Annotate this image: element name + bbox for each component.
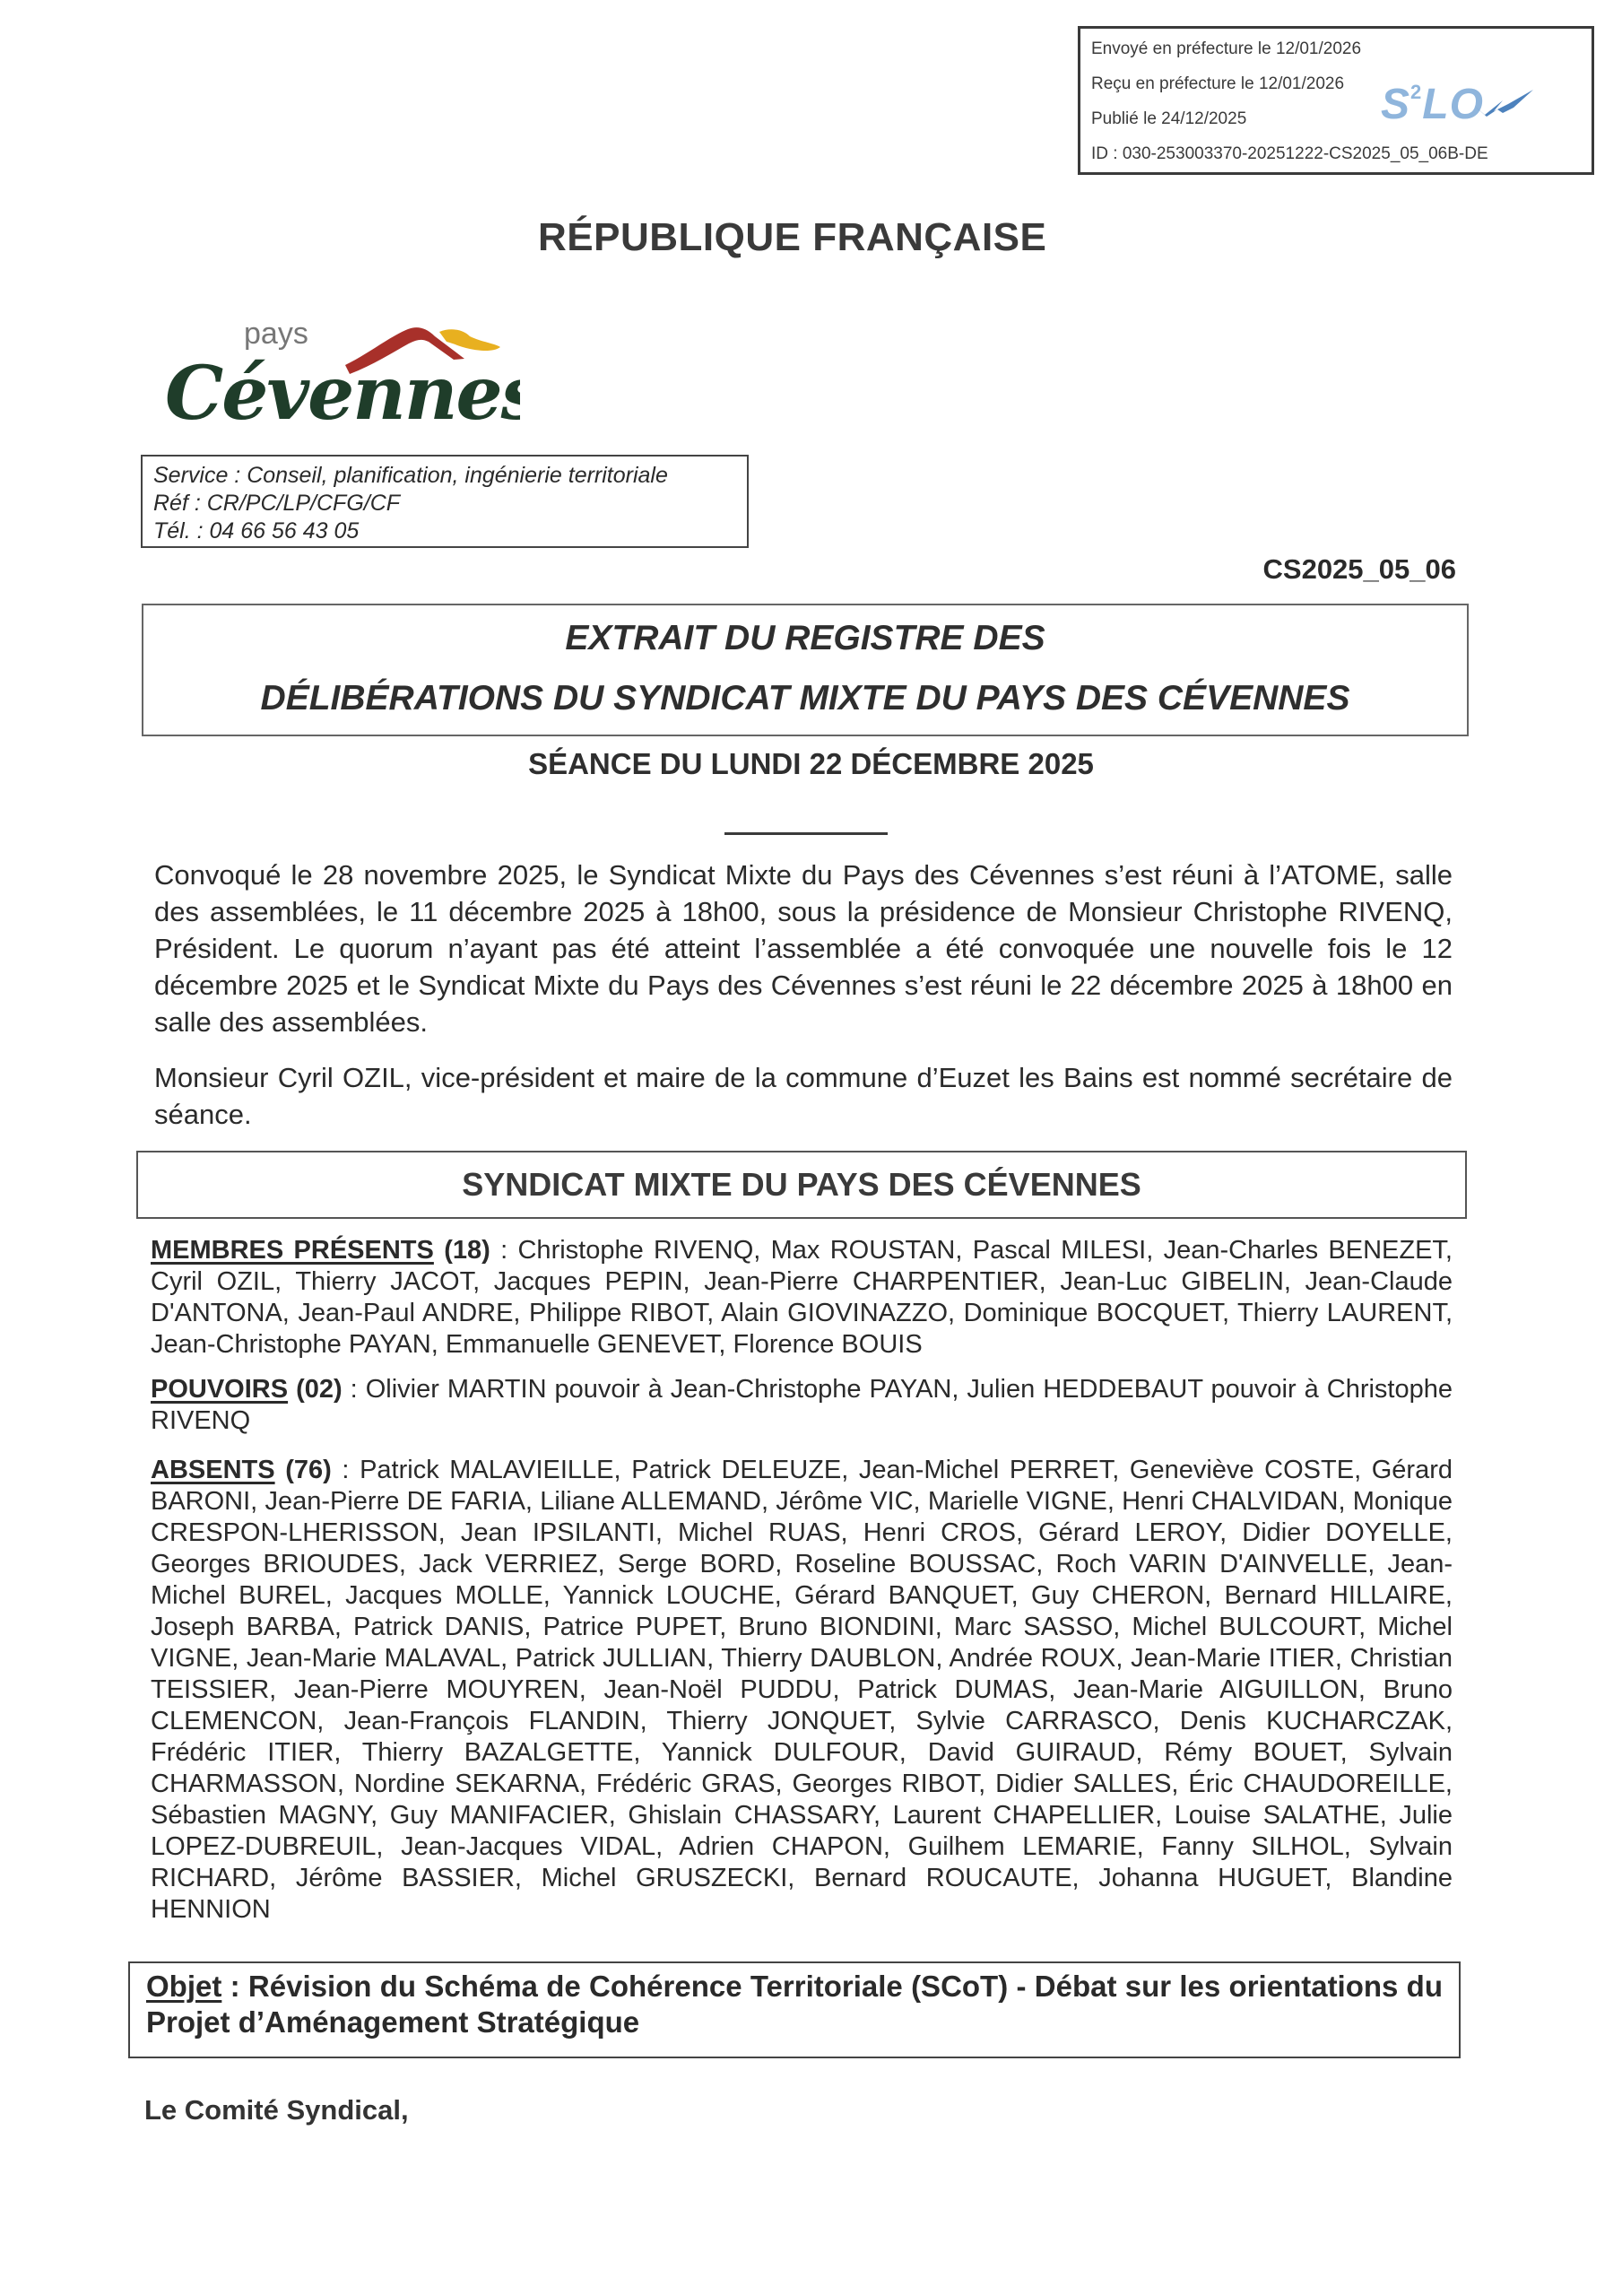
service-reference: Réf : CR/PC/LP/CFG/CF (153, 491, 401, 516)
deliberation-reference-code: CS2025_05_06 (1262, 553, 1456, 585)
syndicat-title-box (136, 1151, 1467, 1219)
separator-line (724, 832, 888, 835)
pays-cevennes-logo-icon (161, 309, 520, 430)
objet-description: : Révision du Schéma de Cohérence Territoriale (SCoT) - Débat sur les orientations du Projet d’Aménagement Stratégique (146, 1970, 1443, 2039)
s2lo-logo-text: $S^2LO$ (1381, 81, 1484, 128)
pouvoirs-section (151, 1374, 1453, 1437)
seance-date-heading: SÉANCE DU LUNDI 22 DÉCEMBRE 2025 (528, 747, 1094, 780)
syndicat-title: SYNDICAT MIXTE DU PAYS DES CÉVENNES (462, 1166, 1141, 1203)
service-phone: Tél. : 04 66 56 43 05 (153, 518, 360, 544)
secretaire-paragraph: Monsieur Cyril OZIL, vice-président et maire de la commune d’Euzet les Bains est nommé secrétaire de séance. (154, 1062, 1453, 1130)
absents-list: : Patrick MALAVIEILLE, Patrick DELEUZE, Jean-Michel PERRET, Geneviève COSTE, Gérard BARONI, Jean-Pierre DE FARIA, Liliane ALLEMAND, Jérôme VIC, Marielle VIGNE, Henri CHALVIDAN, Monique CRESPON-LHERISSON, Jean IPSILANTI, Michel RUAS, Henri CROS, Gérard LEROY, Didier DOYELLE, Georges BRIOUDES, Jack VERRIEZ, Serge BORD, Roseline BOUSSAC, Roch VARIN D'AINVELLE, Jean-Michel BUREL, Jacques MOLLE, Yannick LOUCHE, Gérard BANQUET, Guy CHERON, Bernard HILLAIRE, Joseph BARBA, Patrick DANIS, Patrice PUPET, Bruno BIONDINI, Marc SASSO, Michel BULCOURT, Michel VIGNE, Jean-Marie MALAVAL, Patrick JULLIAN, Thierry DAUBLON, Andrée ROUX, Jean-Marie ITIER, Christian TEISSIER, Jean-Pierre MOUYREN, Jean-Noël PUDDU, Patrick DUMAS, Jean-Marie AIGUILLON, Bruno CLEMENCON, Jean-François FLANDIN, Thierry JONQUET, Sylvie CARRASCO, Denis KUCHARCZAK, Frédéric ITIER, Thierry BAZALGETTE, Yannick DULFOUR, David GUIRAUD, Rémy BOUET, Sylvain CHARMASSON, Nordine SEKARNA, Frédéric GRAS, Georges RIBOT, Didier SALLES, Éric CHAUDOREILLE, Sébastien MAGNY, Guy MANIFACIER, Ghislain CHASSARY, Laurent CHAPELLIER, Louise SALATHE, Julie LOPEZ-DUBREUIL, Jean-Jacques VIDAL, Adrien CHAPON, Guilhem LEMARIE, Fanny SILHOL, Sylvain RICHARD, Jérôme BASSIER, Michel GRUSZECKI, Bernard ROUCAUTE, Johanna HUGUET, Blandine HENNION (151, 1456, 1453, 1924)
membres-presents-section (151, 1235, 1453, 1361)
pouvoirs-label: POUVOIRS (151, 1375, 289, 1404)
service-name: Service : Conseil, planification, ingénierie territoriale (153, 463, 668, 488)
pouvoirs-count: (02) (296, 1375, 343, 1404)
stamp-id: ID : 030-253003370-20251222-CS2025_05_06B-DE (1091, 144, 1488, 163)
convocation-paragraph: Convoqué le 28 novembre 2025, le Syndicat Mixte du Pays des Cévennes s’est réuni à l’ATOME, salle des assemblées, le 11 décembre 2025 à 18h00, sous la présidence de Monsieur Christophe RIVENQ, Président. Le quorum n’ayant pas été atteint l’assemblée a été convoquée une nouvelle fois le 12 décembre 2025 et le Syndicat Mixte du Pays des Cévennes s’est réuni le 22 décembre 2025 à 18h00 en salle des assemblées. (154, 859, 1453, 1038)
comite-syndical-heading: Le Comité Syndical, (144, 2094, 409, 2126)
absents-label: ABSENTS (151, 1456, 275, 1484)
checkmark-swoosh-icon (1472, 88, 1535, 118)
pays-cevennes-logo (161, 309, 520, 430)
stamp-received-date: Reçu en préfecture le 12/01/2026 (1091, 74, 1345, 93)
logo-pays-text: pays (244, 317, 308, 351)
service-info-box (141, 455, 749, 548)
extrait-title-box (142, 604, 1469, 736)
stamp-published-date: Publié le 24/12/2025 (1091, 109, 1247, 128)
logo-cevennes-text: Cévennes (165, 351, 520, 430)
republique-heading: RÉPUBLIQUE FRANÇAISE (538, 215, 1047, 259)
s2lo-logo-icon (1381, 83, 1533, 136)
prefecture-stamp (1078, 26, 1594, 175)
membres-presents-list: : Christophe RIVENQ, Max ROUSTAN, Pascal MILESI, Jean-Charles BENEZET, Cyril OZIL, Thierry JACOT, Jacques PEPIN, Jean-Pierre CHARPENTIER, Jean-Luc GIBELIN, Jean-Claude D'ANTONA, Jean-Paul ANDRE, Philippe RIBOT, Alain GIOVINAZZO, Dominique BOCQUET, Thierry LAURENT, Jean-Christophe PAYAN, Emmanuelle GENEVET, Florence BOUIS (151, 1236, 1453, 1359)
membres-presents-label: MEMBRES PRÉSENTS (151, 1236, 434, 1265)
objet-text (146, 1969, 1443, 2040)
objet-box (128, 1961, 1461, 2058)
membres-presents-count: (18) (444, 1236, 490, 1265)
absents-section (151, 1455, 1453, 1926)
objet-label: Objet (146, 1970, 222, 2003)
extrait-title-line2: DÉLIBÉRATIONS DU SYNDICAT MIXTE DU PAYS DES CÉVENNES (260, 679, 1350, 718)
absents-count: (76) (285, 1456, 332, 1484)
stamp-sent-date: Envoyé en préfecture le 12/01/2026 (1091, 39, 1362, 58)
extrait-title-line1: EXTRAIT DU REGISTRE DES (565, 619, 1045, 657)
pouvoirs-list: : Olivier MARTIN pouvoir à Jean-Christophe PAYAN, Julien HEDDEBAUT pouvoir à Christophe RIVENQ (151, 1375, 1453, 1435)
